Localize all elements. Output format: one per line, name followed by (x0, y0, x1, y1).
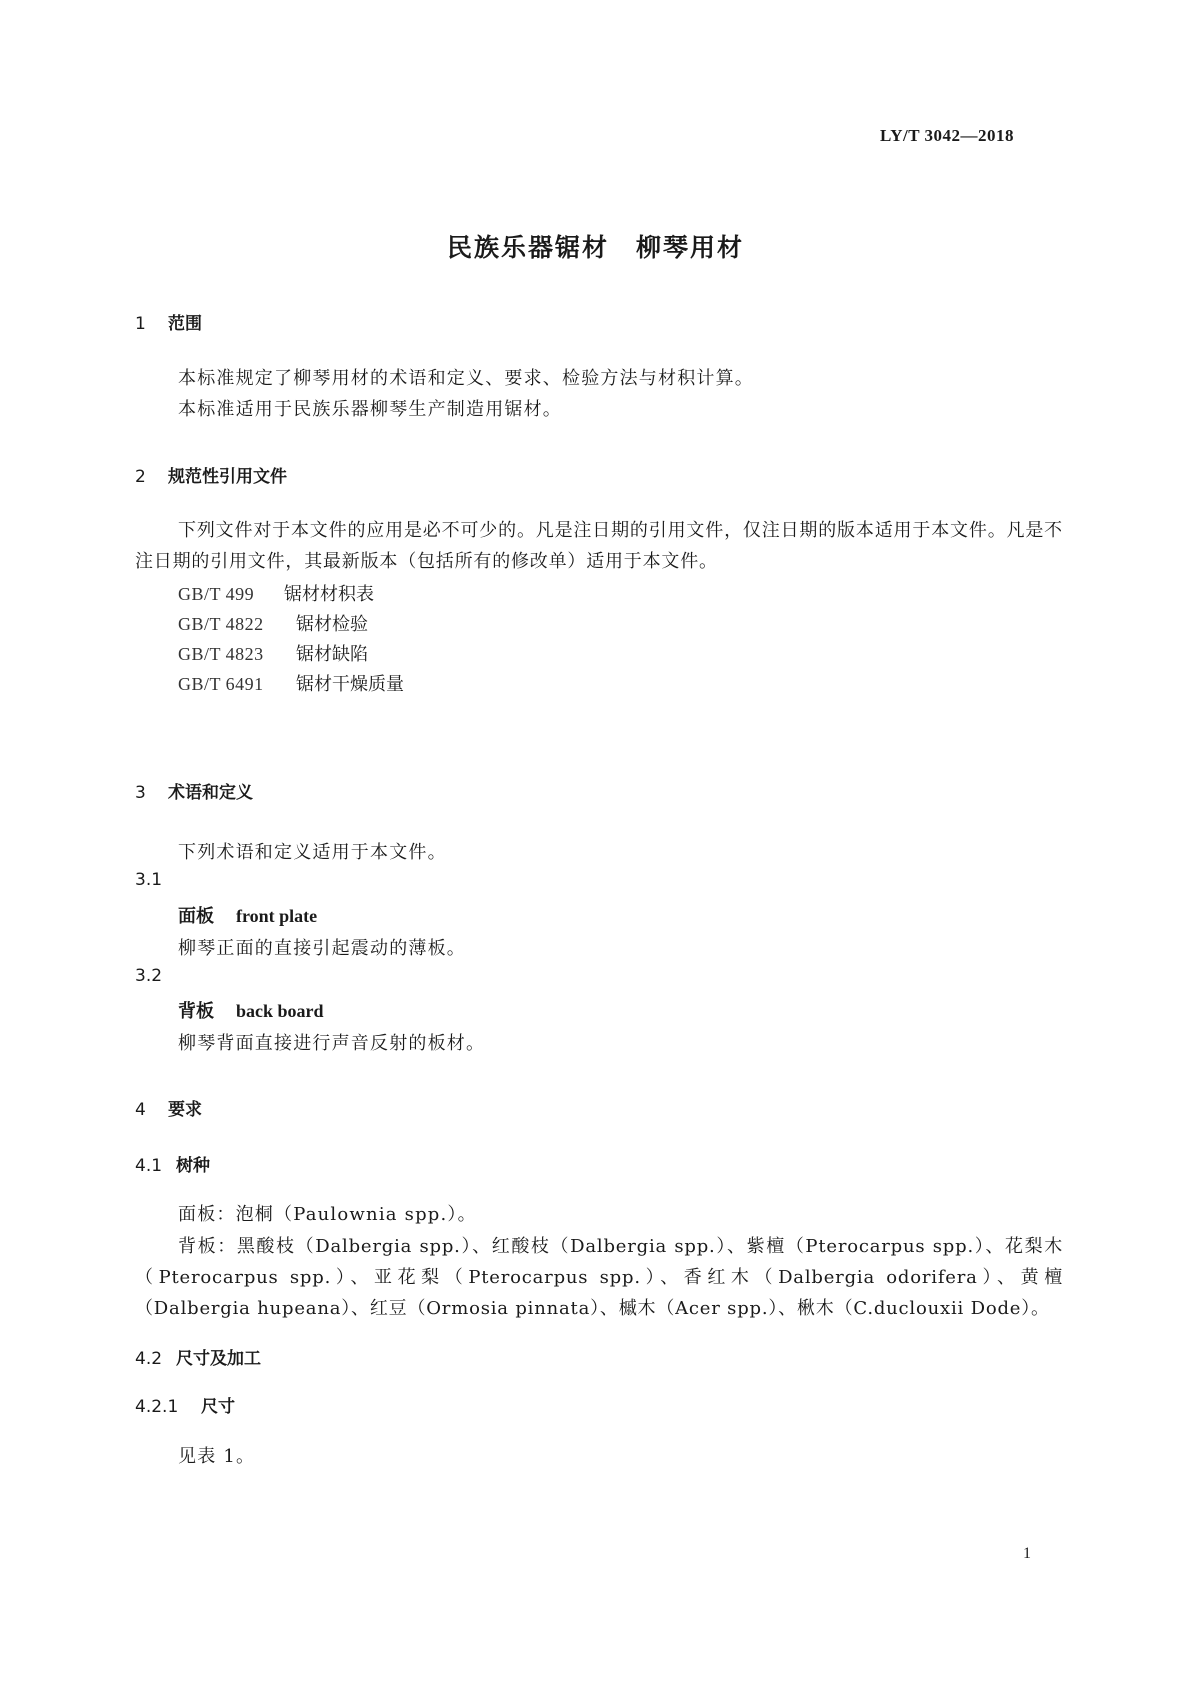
section-number: 1 (135, 314, 146, 334)
term-heading (178, 902, 317, 928)
scope-line-1: 本标准规定了柳琴用材的术语和定义、要求、检验方法与材积计算。 (178, 368, 754, 389)
term-number: 3.2 (135, 966, 163, 986)
section-number: 4 (135, 1100, 146, 1120)
reference-name: 锯材材积表 (284, 584, 374, 605)
section-number: 3 (135, 783, 146, 803)
section-2-heading (135, 462, 287, 487)
section-title: 范围 (168, 314, 202, 334)
reference-name: 锯材检验 (296, 614, 368, 635)
subsection-title: 尺寸 (201, 1397, 235, 1417)
section-title: 规范性引用文件 (168, 467, 287, 487)
term-definition: 柳琴正面的直接引起震动的薄板。 (178, 938, 466, 959)
reference-code: GB/T 4823 (178, 644, 264, 664)
subsection-4-2-1-heading (135, 1392, 235, 1417)
term-definition: 柳琴背面直接进行声音反射的板材。 (178, 1033, 486, 1054)
term-number: 3.1 (135, 870, 163, 890)
section-1-heading (135, 309, 202, 334)
subsection-4-1-heading (135, 1151, 210, 1176)
subsection-title: 树种 (176, 1156, 210, 1176)
scope-line-2: 本标准适用于民族乐器柳琴生产制造用锯材。 (178, 399, 562, 420)
back-board-species: 背板：黑酸枝（Dalbergia spp.）、红酸枝（Dalbergia spp.）、紫檀（Pterocarpus spp.）、花梨木（Pterocarpus spp.）、亚花梨（Pterocarpus spp.）、香红木（Dalbergia odorifera）、黄檀（Dalbergia hupeana）、红豆（Ormosia pinnata）、槭木（Acer spp.）、楸木（C.duclouxii Dode）。 (135, 1236, 1063, 1319)
reference-name: 锯材缺陷 (296, 644, 368, 665)
document-title: 民族乐器锯材 柳琴用材 (446, 233, 744, 262)
term-english: back board (236, 1001, 324, 1021)
section-4-heading (135, 1095, 202, 1120)
section-title: 术语和定义 (168, 783, 253, 803)
term-english: front plate (236, 906, 318, 926)
subsection-number: 4.2 (135, 1349, 163, 1369)
section-number: 2 (135, 467, 146, 487)
reference-code: GB/T 6491 (178, 674, 264, 694)
reference-code: GB/T 499 (178, 584, 255, 604)
terms-intro: 下列术语和定义适用于本文件。 (178, 842, 447, 863)
term-chinese: 面板 (178, 906, 214, 926)
dimensions-text: 见表 1。 (178, 1446, 256, 1467)
page-number: 1 (1023, 1545, 1031, 1562)
subsection-number: 4.1 (135, 1156, 163, 1176)
reference-item (178, 580, 374, 606)
reference-item (178, 640, 368, 666)
subsection-number: 4.2.1 (135, 1397, 179, 1417)
term-chinese: 背板 (178, 1001, 214, 1021)
reference-code: GB/T 4822 (178, 614, 264, 634)
reference-name: 锯材干燥质量 (296, 674, 404, 695)
subsection-title: 尺寸及加工 (176, 1349, 261, 1369)
front-plate-species: 面板：泡桐（Paulownia spp.）。 (178, 1204, 477, 1225)
reference-item (178, 670, 404, 696)
section-3-heading (135, 778, 253, 803)
subsection-4-2-heading (135, 1344, 261, 1369)
normative-references-intro: 下列文件对于本文件的应用是必不可少的。凡是注日期的引用文件，仅注日期的版本适用于本文件。凡是不注日期的引用文件，其最新版本（包括所有的修改单）适用于本文件。 (135, 520, 1063, 572)
standard-code: LY/T 3042—2018 (880, 126, 1015, 145)
term-heading (178, 997, 324, 1023)
section-title: 要求 (168, 1100, 202, 1120)
reference-item (178, 610, 368, 636)
